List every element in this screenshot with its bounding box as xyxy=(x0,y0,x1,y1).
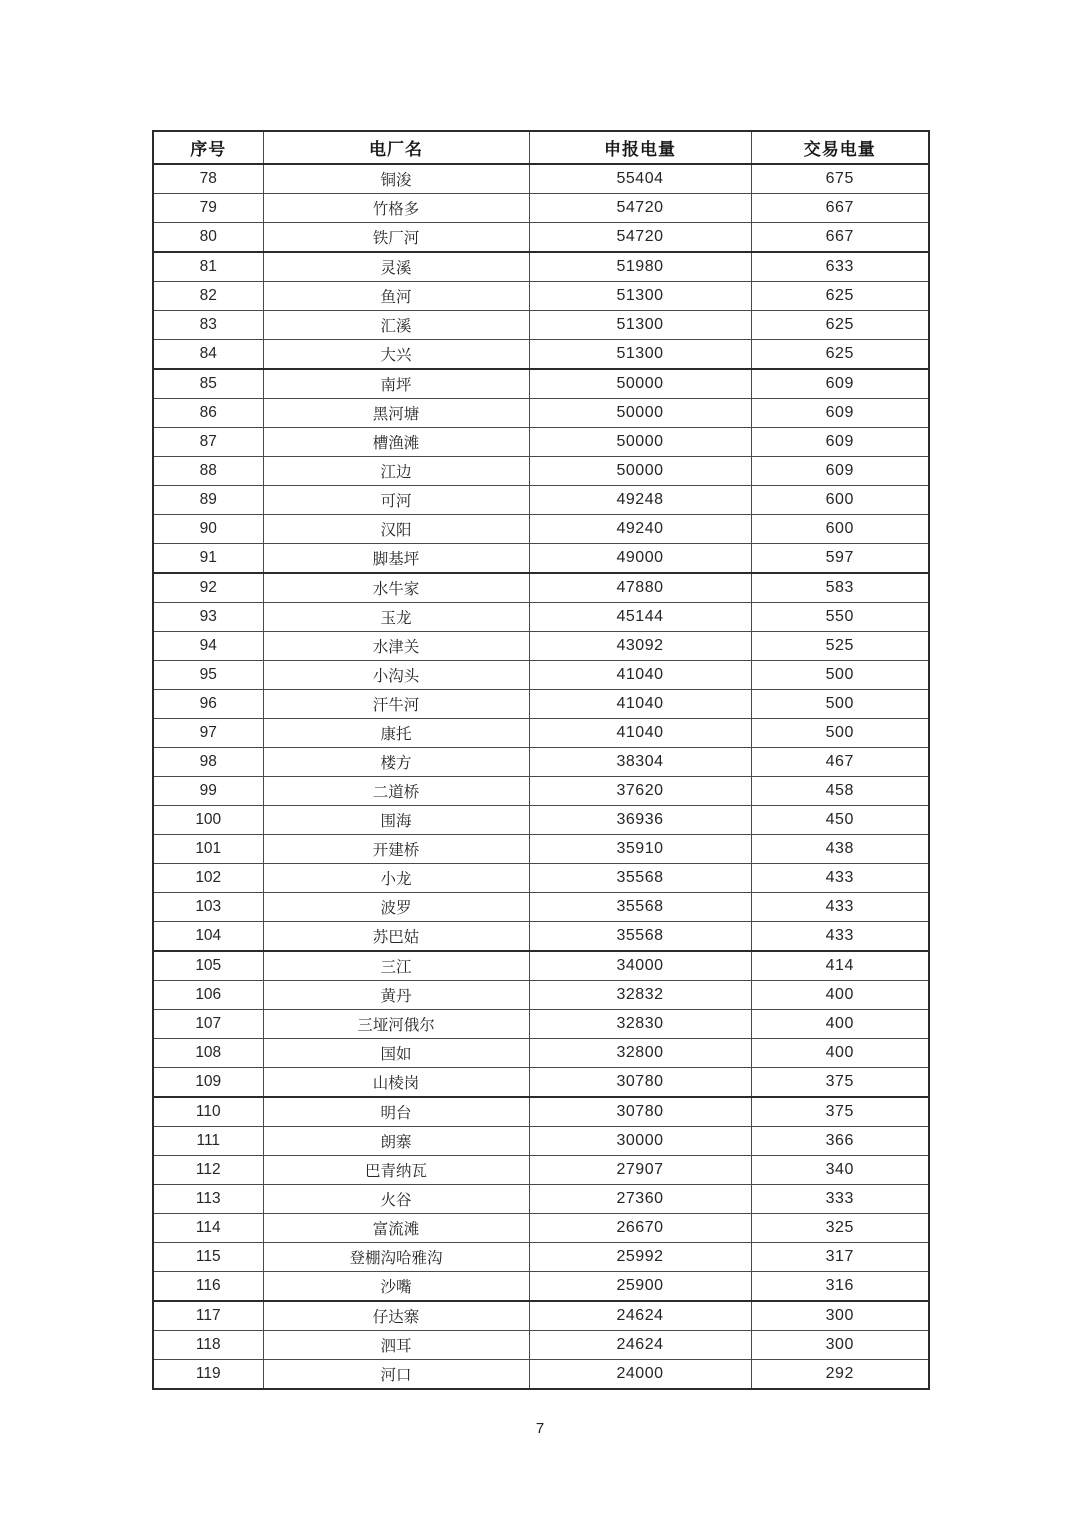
cell-traded-volume: 292 xyxy=(751,1360,929,1390)
cell-plant-name: 大兴 xyxy=(263,340,529,370)
cell-declared-volume: 27907 xyxy=(529,1156,751,1185)
cell-serial-number: 86 xyxy=(153,399,263,428)
header-plant-name: 电厂名 xyxy=(263,131,529,164)
table-row xyxy=(153,806,929,835)
cell-traded-volume: 400 xyxy=(751,981,929,1010)
cell-plant-name: 开建桥 xyxy=(263,835,529,864)
table-row xyxy=(153,1301,929,1331)
cell-serial-number: 91 xyxy=(153,544,263,574)
cell-declared-volume: 49240 xyxy=(529,515,751,544)
table-row xyxy=(153,1185,929,1214)
cell-declared-volume: 50000 xyxy=(529,428,751,457)
cell-plant-name: 火谷 xyxy=(263,1185,529,1214)
cell-serial-number: 100 xyxy=(153,806,263,835)
table-row xyxy=(153,369,929,399)
cell-serial-number: 119 xyxy=(153,1360,263,1390)
table-row xyxy=(153,1097,929,1127)
cell-plant-name: 可河 xyxy=(263,486,529,515)
cell-plant-name: 小龙 xyxy=(263,864,529,893)
header-declared-volume: 申报电量 xyxy=(529,131,751,164)
table-row xyxy=(153,1010,929,1039)
cell-plant-name: 三垭河俄尔 xyxy=(263,1010,529,1039)
cell-plant-name: 三江 xyxy=(263,951,529,981)
cell-serial-number: 89 xyxy=(153,486,263,515)
cell-plant-name: 富流滩 xyxy=(263,1214,529,1243)
cell-traded-volume: 414 xyxy=(751,951,929,981)
cell-declared-volume: 54720 xyxy=(529,194,751,223)
cell-plant-name: 山棱岗 xyxy=(263,1068,529,1098)
table-row xyxy=(153,311,929,340)
table-row xyxy=(153,1272,929,1302)
table-row xyxy=(153,399,929,428)
cell-plant-name: 楼方 xyxy=(263,748,529,777)
cell-declared-volume: 41040 xyxy=(529,719,751,748)
cell-traded-volume: 609 xyxy=(751,457,929,486)
cell-serial-number: 103 xyxy=(153,893,263,922)
cell-plant-name: 波罗 xyxy=(263,893,529,922)
cell-plant-name: 铜浚 xyxy=(263,164,529,194)
cell-plant-name: 仔达寨 xyxy=(263,1301,529,1331)
cell-serial-number: 88 xyxy=(153,457,263,486)
cell-declared-volume: 51300 xyxy=(529,282,751,311)
cell-plant-name: 竹格多 xyxy=(263,194,529,223)
cell-serial-number: 93 xyxy=(153,603,263,632)
cell-declared-volume: 30780 xyxy=(529,1097,751,1127)
cell-serial-number: 112 xyxy=(153,1156,263,1185)
cell-plant-name: 汇溪 xyxy=(263,311,529,340)
cell-serial-number: 116 xyxy=(153,1272,263,1302)
table-row xyxy=(153,1039,929,1068)
table-header-row xyxy=(153,131,929,164)
cell-plant-name: 江边 xyxy=(263,457,529,486)
cell-serial-number: 115 xyxy=(153,1243,263,1272)
table-row xyxy=(153,544,929,574)
cell-traded-volume: 600 xyxy=(751,515,929,544)
cell-traded-volume: 609 xyxy=(751,369,929,399)
cell-plant-name: 铁厂河 xyxy=(263,223,529,253)
cell-declared-volume: 27360 xyxy=(529,1185,751,1214)
cell-declared-volume: 50000 xyxy=(529,399,751,428)
cell-plant-name: 登棚沟哈雅沟 xyxy=(263,1243,529,1272)
cell-serial-number: 82 xyxy=(153,282,263,311)
cell-traded-volume: 458 xyxy=(751,777,929,806)
cell-declared-volume: 50000 xyxy=(529,457,751,486)
cell-declared-volume: 25900 xyxy=(529,1272,751,1302)
table-row xyxy=(153,515,929,544)
cell-traded-volume: 316 xyxy=(751,1272,929,1302)
table-row xyxy=(153,1068,929,1098)
cell-plant-name: 小沟头 xyxy=(263,661,529,690)
cell-declared-volume: 32800 xyxy=(529,1039,751,1068)
table-row xyxy=(153,748,929,777)
cell-plant-name: 沙嘴 xyxy=(263,1272,529,1302)
table-row xyxy=(153,1214,929,1243)
cell-serial-number: 108 xyxy=(153,1039,263,1068)
cell-serial-number: 109 xyxy=(153,1068,263,1098)
cell-traded-volume: 525 xyxy=(751,632,929,661)
cell-plant-name: 围海 xyxy=(263,806,529,835)
table-row xyxy=(153,282,929,311)
cell-serial-number: 84 xyxy=(153,340,263,370)
cell-traded-volume: 583 xyxy=(751,573,929,603)
cell-serial-number: 85 xyxy=(153,369,263,399)
cell-declared-volume: 35568 xyxy=(529,922,751,952)
cell-declared-volume: 55404 xyxy=(529,164,751,194)
cell-declared-volume: 32830 xyxy=(529,1010,751,1039)
cell-plant-name: 水津关 xyxy=(263,632,529,661)
cell-traded-volume: 500 xyxy=(751,719,929,748)
cell-serial-number: 102 xyxy=(153,864,263,893)
table-container xyxy=(152,130,928,1390)
cell-declared-volume: 30780 xyxy=(529,1068,751,1098)
cell-serial-number: 80 xyxy=(153,223,263,253)
cell-traded-volume: 300 xyxy=(751,1301,929,1331)
table-row xyxy=(153,1360,929,1390)
cell-plant-name: 明台 xyxy=(263,1097,529,1127)
cell-serial-number: 107 xyxy=(153,1010,263,1039)
cell-serial-number: 83 xyxy=(153,311,263,340)
cell-traded-volume: 340 xyxy=(751,1156,929,1185)
cell-serial-number: 92 xyxy=(153,573,263,603)
cell-declared-volume: 30000 xyxy=(529,1127,751,1156)
cell-traded-volume: 667 xyxy=(751,223,929,253)
table-body xyxy=(153,164,929,1389)
cell-serial-number: 78 xyxy=(153,164,263,194)
cell-declared-volume: 24000 xyxy=(529,1360,751,1390)
cell-serial-number: 96 xyxy=(153,690,263,719)
table-row xyxy=(153,1127,929,1156)
cell-serial-number: 110 xyxy=(153,1097,263,1127)
cell-declared-volume: 35910 xyxy=(529,835,751,864)
cell-traded-volume: 333 xyxy=(751,1185,929,1214)
cell-serial-number: 105 xyxy=(153,951,263,981)
header-traded-volume: 交易电量 xyxy=(751,131,929,164)
header-serial-number: 序号 xyxy=(153,131,263,164)
table-row xyxy=(153,1243,929,1272)
power-plant-table xyxy=(152,130,930,1390)
table-row xyxy=(153,428,929,457)
cell-traded-volume: 550 xyxy=(751,603,929,632)
cell-declared-volume: 47880 xyxy=(529,573,751,603)
cell-declared-volume: 51980 xyxy=(529,252,751,282)
cell-plant-name: 灵溪 xyxy=(263,252,529,282)
cell-traded-volume: 633 xyxy=(751,252,929,282)
cell-plant-name: 脚基坪 xyxy=(263,544,529,574)
cell-plant-name: 玉龙 xyxy=(263,603,529,632)
cell-serial-number: 114 xyxy=(153,1214,263,1243)
table-row xyxy=(153,835,929,864)
cell-traded-volume: 300 xyxy=(751,1331,929,1360)
cell-traded-volume: 433 xyxy=(751,922,929,952)
cell-declared-volume: 24624 xyxy=(529,1331,751,1360)
cell-serial-number: 99 xyxy=(153,777,263,806)
cell-declared-volume: 37620 xyxy=(529,777,751,806)
cell-traded-volume: 625 xyxy=(751,282,929,311)
cell-plant-name: 黑河塘 xyxy=(263,399,529,428)
cell-declared-volume: 45144 xyxy=(529,603,751,632)
table-row xyxy=(153,690,929,719)
cell-plant-name: 槽渔滩 xyxy=(263,428,529,457)
cell-serial-number: 90 xyxy=(153,515,263,544)
cell-serial-number: 94 xyxy=(153,632,263,661)
cell-traded-volume: 366 xyxy=(751,1127,929,1156)
cell-traded-volume: 438 xyxy=(751,835,929,864)
cell-declared-volume: 41040 xyxy=(529,690,751,719)
cell-traded-volume: 375 xyxy=(751,1097,929,1127)
cell-declared-volume: 51300 xyxy=(529,311,751,340)
cell-declared-volume: 25992 xyxy=(529,1243,751,1272)
cell-traded-volume: 450 xyxy=(751,806,929,835)
cell-serial-number: 117 xyxy=(153,1301,263,1331)
cell-serial-number: 95 xyxy=(153,661,263,690)
cell-plant-name: 鱼河 xyxy=(263,282,529,311)
table-row xyxy=(153,573,929,603)
table-row xyxy=(153,252,929,282)
cell-traded-volume: 375 xyxy=(751,1068,929,1098)
cell-serial-number: 87 xyxy=(153,428,263,457)
cell-serial-number: 104 xyxy=(153,922,263,952)
table-row xyxy=(153,486,929,515)
cell-traded-volume: 667 xyxy=(751,194,929,223)
table-row xyxy=(153,194,929,223)
cell-traded-volume: 609 xyxy=(751,399,929,428)
cell-declared-volume: 35568 xyxy=(529,864,751,893)
cell-declared-volume: 43092 xyxy=(529,632,751,661)
table-row xyxy=(153,223,929,253)
cell-plant-name: 水牛家 xyxy=(263,573,529,603)
cell-serial-number: 113 xyxy=(153,1185,263,1214)
table-row xyxy=(153,719,929,748)
table-row xyxy=(153,1331,929,1360)
cell-plant-name: 汗牛河 xyxy=(263,690,529,719)
cell-declared-volume: 38304 xyxy=(529,748,751,777)
cell-declared-volume: 49248 xyxy=(529,486,751,515)
cell-traded-volume: 625 xyxy=(751,340,929,370)
cell-traded-volume: 625 xyxy=(751,311,929,340)
table-row xyxy=(153,164,929,194)
cell-declared-volume: 32832 xyxy=(529,981,751,1010)
cell-plant-name: 汉阳 xyxy=(263,515,529,544)
cell-plant-name: 二道桥 xyxy=(263,777,529,806)
cell-traded-volume: 600 xyxy=(751,486,929,515)
cell-serial-number: 79 xyxy=(153,194,263,223)
cell-traded-volume: 317 xyxy=(751,1243,929,1272)
cell-traded-volume: 609 xyxy=(751,428,929,457)
cell-plant-name: 泗耳 xyxy=(263,1331,529,1360)
table-row xyxy=(153,603,929,632)
cell-plant-name: 黄丹 xyxy=(263,981,529,1010)
cell-declared-volume: 26670 xyxy=(529,1214,751,1243)
cell-plant-name: 康托 xyxy=(263,719,529,748)
table-row xyxy=(153,981,929,1010)
cell-traded-volume: 400 xyxy=(751,1039,929,1068)
table-row xyxy=(153,922,929,952)
cell-serial-number: 106 xyxy=(153,981,263,1010)
cell-serial-number: 101 xyxy=(153,835,263,864)
cell-plant-name: 国如 xyxy=(263,1039,529,1068)
cell-serial-number: 111 xyxy=(153,1127,263,1156)
table-row xyxy=(153,864,929,893)
cell-traded-volume: 500 xyxy=(751,661,929,690)
cell-declared-volume: 50000 xyxy=(529,369,751,399)
cell-plant-name: 河口 xyxy=(263,1360,529,1390)
table-row xyxy=(153,893,929,922)
cell-serial-number: 98 xyxy=(153,748,263,777)
cell-declared-volume: 49000 xyxy=(529,544,751,574)
cell-serial-number: 81 xyxy=(153,252,263,282)
cell-declared-volume: 35568 xyxy=(529,893,751,922)
cell-traded-volume: 433 xyxy=(751,864,929,893)
cell-serial-number: 118 xyxy=(153,1331,263,1360)
cell-declared-volume: 54720 xyxy=(529,223,751,253)
cell-traded-volume: 597 xyxy=(751,544,929,574)
cell-declared-volume: 36936 xyxy=(529,806,751,835)
cell-traded-volume: 325 xyxy=(751,1214,929,1243)
table-row xyxy=(153,661,929,690)
table-row xyxy=(153,632,929,661)
table-row xyxy=(153,951,929,981)
table-row xyxy=(153,340,929,370)
cell-declared-volume: 24624 xyxy=(529,1301,751,1331)
cell-traded-volume: 467 xyxy=(751,748,929,777)
cell-plant-name: 苏巴姑 xyxy=(263,922,529,952)
cell-traded-volume: 433 xyxy=(751,893,929,922)
cell-declared-volume: 51300 xyxy=(529,340,751,370)
cell-plant-name: 巴青纳瓦 xyxy=(263,1156,529,1185)
cell-declared-volume: 34000 xyxy=(529,951,751,981)
page-number: 7 xyxy=(535,1420,545,1437)
cell-serial-number: 97 xyxy=(153,719,263,748)
cell-traded-volume: 400 xyxy=(751,1010,929,1039)
cell-plant-name: 朗寨 xyxy=(263,1127,529,1156)
table-row xyxy=(153,777,929,806)
cell-traded-volume: 675 xyxy=(751,164,929,194)
table-row xyxy=(153,1156,929,1185)
table-row xyxy=(153,457,929,486)
cell-plant-name: 南坪 xyxy=(263,369,529,399)
cell-traded-volume: 500 xyxy=(751,690,929,719)
cell-declared-volume: 41040 xyxy=(529,661,751,690)
